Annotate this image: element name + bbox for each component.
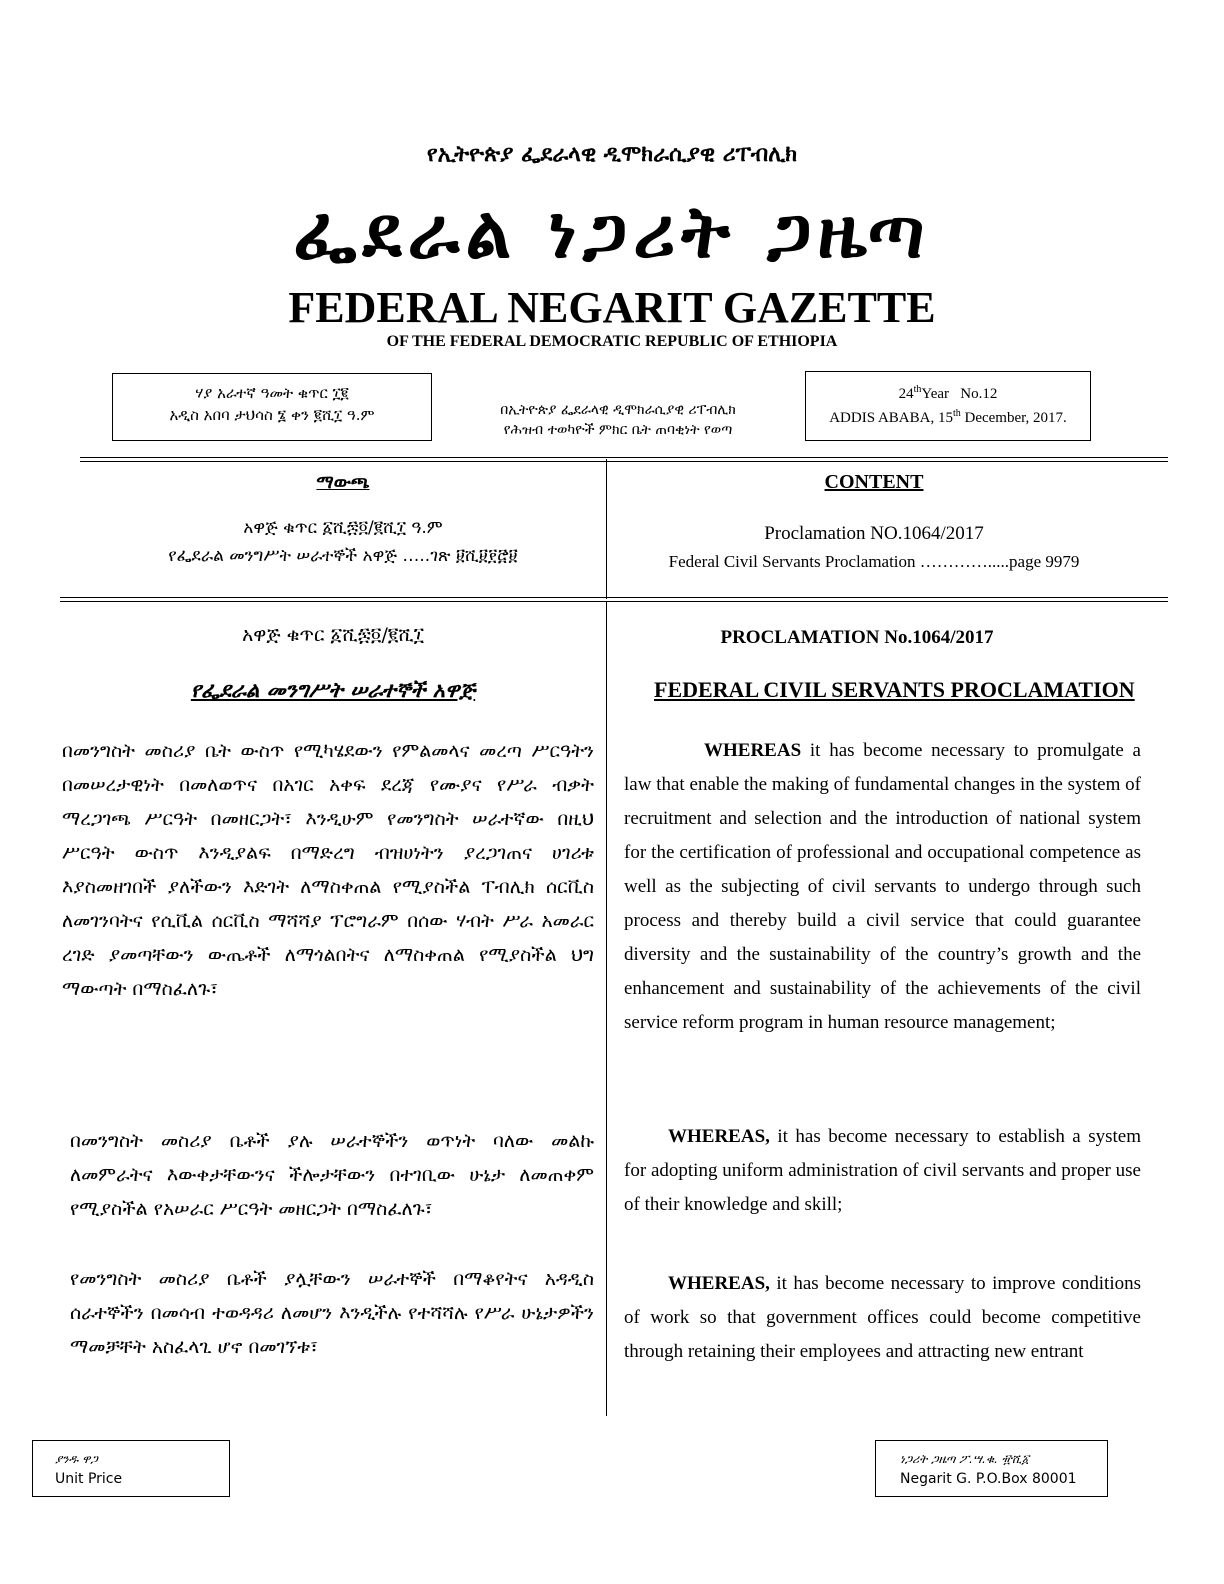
amharic-preamble-paragraph: በመንግስት መስሪያ ቤት ውስጥ የሚካሄደውን የምልመላና መረጣ ሥርዓትን በመሠረታዊነት በመለወጥና በአገር አቀፍ ደረጃ የሙያና የሥራ ብቃት ማረጋገጫ ሥርዓት በመዘርጋት፣ እንዲሁም የመንግስት ሠራተኛው በዚህ ሥርዓት ውስጥ እንዲያልፍ በማድረግ ብዝሀነትን ያረጋገጠና ሀገሪቱ እያስመዘገበች ያለችውን እድገት ለማስቀጠል የሚያስችል ፐብሊክ ሰርቪስ ለመገንባትና የሲቪል ሰርቪስ ማሻሻያ ፕሮግራም በሰው ሃብት ሥራ አመራር ረገድ ያመጣቸውን ውጤቶች ለማጎልበትና ለማስቀጠል የሚያስችል ህግ ማውጣት በማስፈለጉ፣ bbox=[62, 740, 594, 1000]
english-subtitle: OF THE FEDERAL DEMOCRATIC REPUBLIC OF ETHIOPIA bbox=[386, 333, 838, 350]
whereas-lead: WHEREAS bbox=[704, 740, 802, 761]
whereas-text: it has become necessary to establish a system for adopting uniform administration of civil servants and proper use of their knowledge and skill; bbox=[624, 1126, 1141, 1215]
english-preamble-paragraph bbox=[624, 1120, 1141, 1222]
issue-number: No.12 bbox=[960, 386, 998, 402]
amharic-issue-box bbox=[112, 373, 432, 441]
body-column-divider bbox=[606, 601, 607, 1416]
whereas-text: it has become necessary to improve conditions of work so that government offices could become competitive through retaining their employees and attracting new entrant bbox=[624, 1273, 1141, 1362]
amharic-publisher-line-2: የሕዝብ ተወካዮች ምክር ቤት ጠባቂነት የወጣ bbox=[503, 422, 733, 438]
unit-price-amharic: ያንዱ ዋጋ bbox=[55, 1452, 98, 1466]
english-preamble-paragraph bbox=[624, 734, 1141, 1040]
toc-column-divider bbox=[606, 459, 607, 599]
amharic-masthead: ፌደራል ነጋሪት ጋዜጣ bbox=[293, 190, 931, 274]
amharic-contents-title: ማውጫ bbox=[316, 472, 370, 493]
publisher-info bbox=[432, 400, 804, 440]
english-contents-line-2: Federal Civil Servants Proclamation ………….....page 9979 bbox=[668, 552, 1080, 571]
year-word: Year bbox=[921, 386, 950, 402]
amharic-contents-line-1: አዋጅ ቁጥር ፩ሺ፷፬/፪ሺ፲ ዓ.ም bbox=[243, 518, 443, 538]
amharic-contents-line-2: የፌደራል መንግሥት ሠራተኞች አዋጅ …..ገጽ ፱ሺ፱፻፸፱ bbox=[168, 546, 518, 566]
english-proclamation-title: FEDERAL CIVIL SERVANTS PROCLAMATION bbox=[654, 677, 1135, 702]
english-issue-box bbox=[805, 371, 1091, 441]
top-rule-1 bbox=[80, 457, 1168, 458]
content-rule-1 bbox=[60, 597, 1168, 598]
content-rule-2 bbox=[60, 601, 1168, 602]
year-issue-line bbox=[806, 380, 1090, 404]
english-masthead: FEDERAL NEGARIT GAZETTE bbox=[288, 283, 936, 332]
issue-city: ADDIS ABABA, 15 bbox=[829, 410, 953, 426]
year-suffix: th bbox=[913, 384, 922, 395]
english-preamble-paragraph bbox=[624, 1267, 1141, 1369]
amharic-proclamation-title: የፌደራል መንግሥት ሠራተኞች አዋጅ bbox=[190, 678, 476, 702]
english-proclamation-number: PROCLAMATION No.1064/2017 bbox=[720, 627, 994, 648]
po-box-amharic: ነጋሪት ጋዜጣ ፖ.ሣ.ቁ. ፹ሺ፩ bbox=[900, 1452, 1029, 1466]
po-box-english: Negarit G. P.O.Box 80001 bbox=[900, 1471, 1077, 1487]
whereas-lead: WHEREAS, bbox=[668, 1273, 770, 1294]
whereas-text: it has become necessary to promulgate a law that enable the making of fundamental changes in the system of recruitment and selection and the introduction of national system for the certification of professional and occupational competence as well as the subjecting of civil servants to undergo through such process and thereby build a civil service that could guarantee diversity and the sustainability of the country’s growth and the enhancement and sustainability of the achievements of the civil service reform program in human resource management; bbox=[624, 740, 1141, 1033]
english-contents-title: CONTENT bbox=[824, 471, 924, 493]
issue-date-line bbox=[806, 404, 1090, 428]
year-number: 24 bbox=[898, 386, 914, 402]
whereas-lead: WHEREAS, bbox=[668, 1126, 770, 1147]
english-contents-body bbox=[608, 520, 1140, 576]
amharic-date-line: አዲስ አበባ ታህሳስ ፮ ቀን ፪ሺ፲ ዓ.ም bbox=[169, 406, 375, 424]
amharic-contents-body bbox=[80, 514, 606, 570]
amharic-preamble-paragraph: በመንግስት መስሪያ ቤቶች ያሉ ሠራተኞችን ወጥነት ባለው መልኩ ለመምራትና እውቀታቸውንና ችሎታቸውን በተገቢው ሁኔታ ለመጠቀም የሚያስችል የአሠራር ሥርዓት መዘርጋት በማስፈለጉ፣ bbox=[70, 1130, 594, 1220]
amharic-preamble-paragraph: የመንግስት መስሪያ ቤቶች ያሏቸውን ሠራተኞች በማቆየትና አዳዲስ ሰራተኞችን በመሳብ ተወዳዳሪ ለመሆን እንዲችሉ የተሻሻሉ የሥራ ሁኔታዎችን ማመቻቸት አስፈላጊ ሆኖ በመገኘቱ፣ bbox=[70, 1268, 594, 1358]
unit-price-box bbox=[32, 1440, 230, 1497]
top-rule-2 bbox=[80, 461, 1168, 462]
amharic-publisher-line-1: በኢትዮጵያ ፌደራላዊ ዲሞክራሲያዊ ሪፐብሊክ bbox=[500, 402, 736, 418]
unit-price-english: Unit Price bbox=[55, 1471, 123, 1487]
amharic-year-line: ሃያ አራተኛ ዓመት ቁጥር ፲፪ bbox=[195, 384, 349, 402]
amharic-republic-title: የኢትዮጵያ ፌደራላዊ ዲሞክራሲያዊ ሪፐብሊክ bbox=[426, 142, 798, 167]
english-contents-line-1: Proclamation NO.1064/2017 bbox=[764, 523, 984, 544]
day-suffix: th bbox=[952, 408, 961, 419]
issue-date-rest: December, 2017. bbox=[960, 410, 1067, 426]
po-box-box bbox=[875, 1440, 1108, 1497]
amharic-proclamation-number: አዋጅ ቁጥር ፩ሺ፷፬/፪ሺ፲ bbox=[242, 624, 424, 646]
